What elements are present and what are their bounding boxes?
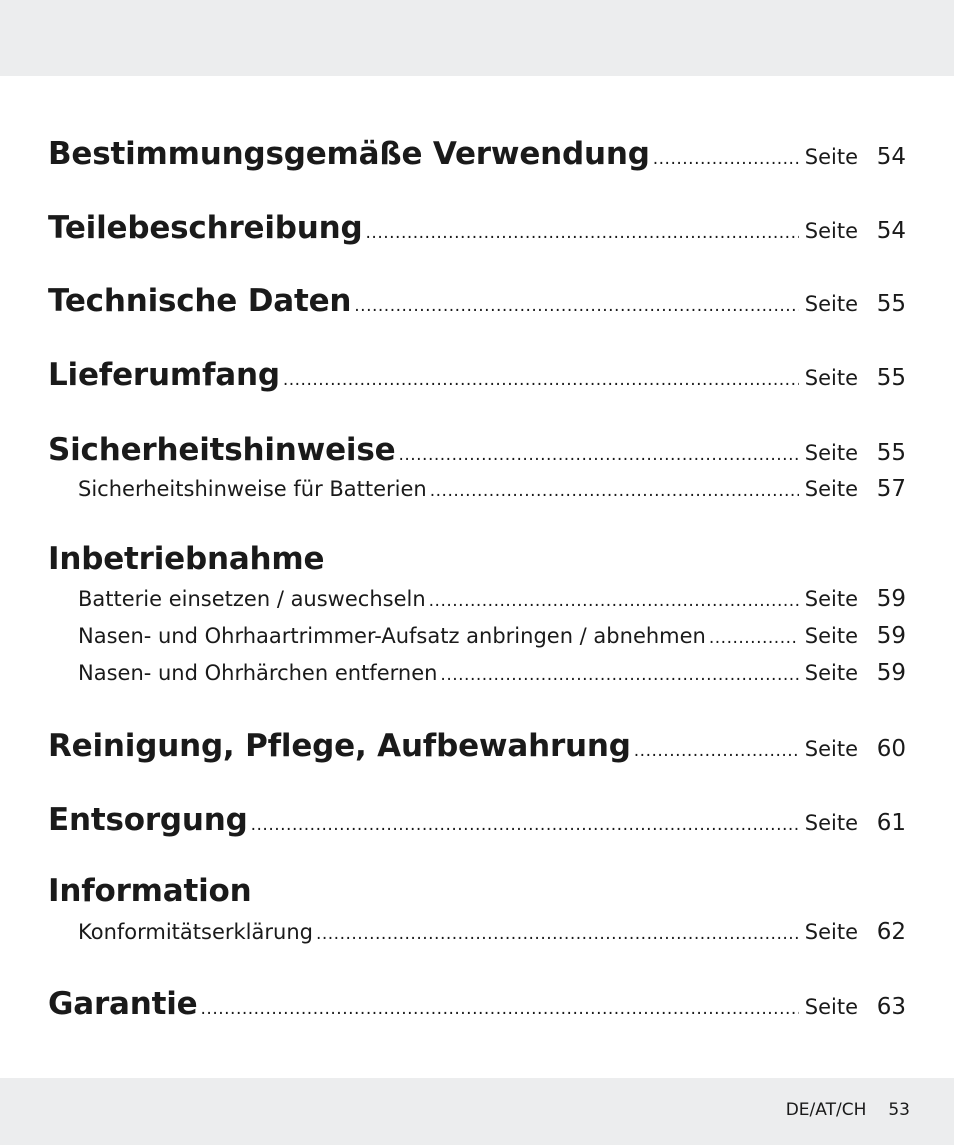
page-word: Seite (804, 292, 858, 316)
toc-heading-information[interactable] (48, 873, 906, 909)
toc-entry-title: Batterie einsetzen / auswechseln (78, 587, 426, 611)
toc-subentry-aufsatz-anbringen[interactable] (78, 623, 906, 649)
page-word: Seite (804, 661, 858, 685)
page-word: Seite (804, 366, 858, 390)
dot-leader (398, 445, 798, 465)
page-word: Seite (804, 624, 858, 648)
dot-leader (440, 665, 798, 685)
page-number: 63 (876, 994, 906, 1020)
page-word: Seite (804, 219, 858, 243)
page-number: 57 (876, 476, 906, 502)
page-number: 55 (876, 291, 906, 317)
toc-entry-sicherheitshinweise[interactable] (48, 432, 906, 468)
toc-subentry-haerchen-entfernen[interactable] (78, 660, 906, 686)
page-number: 62 (876, 919, 906, 945)
toc-entry-title: Reinigung, Pflege, Aufbewahrung (48, 728, 631, 764)
toc-entry-title: Nasen- und Ohrhaartrimmer-Aufsatz anbringen / abnehmen (78, 624, 706, 648)
toc-entry-title: Inbetriebnahme (48, 541, 325, 577)
toc-entry-title: Sicherheitshinweise für Batterien (78, 477, 427, 501)
page-number: 59 (876, 623, 906, 649)
top-band (0, 0, 954, 76)
toc-entry-title: Teilebeschreibung (48, 210, 363, 246)
page-word: Seite (804, 145, 858, 169)
toc-entry-reinigung[interactable] (48, 728, 906, 764)
page-number: 59 (876, 586, 906, 612)
page-word: Seite (804, 811, 858, 835)
page-word: Seite (804, 587, 858, 611)
page-word: Seite (804, 441, 858, 465)
toc-entry-title: Bestimmungsgemäße Verwendung (48, 136, 650, 172)
toc-subentry-sicherheitshinweise-batterien[interactable] (78, 476, 906, 502)
toc-subentry-konformitaetserklaerung[interactable] (78, 919, 906, 945)
toc-entry-title: Konformitätserklärung (78, 920, 313, 944)
toc-entry-teilebeschreibung[interactable] (48, 210, 906, 246)
toc-entry-title: Entsorgung (48, 802, 248, 838)
page-word: Seite (804, 737, 858, 761)
dot-leader (653, 149, 799, 169)
page-number: 61 (876, 810, 906, 836)
toc-entry-title: Information (48, 873, 252, 909)
page-word: Seite (804, 995, 858, 1019)
dot-leader (634, 741, 799, 761)
toc-entry-title: Garantie (48, 986, 198, 1022)
toc-entry-entsorgung[interactable] (48, 802, 906, 838)
toc-subentry-batterie-einsetzen[interactable] (78, 586, 906, 612)
toc-entry-technische-daten[interactable] (48, 283, 906, 319)
dot-leader (366, 223, 799, 243)
page-word: Seite (804, 477, 858, 501)
dot-leader (709, 628, 799, 648)
dot-leader (251, 815, 799, 835)
page-footer (786, 1100, 910, 1120)
page-word: Seite (804, 920, 858, 944)
toc-entry-bestimmungsgemaesse-verwendung[interactable] (48, 136, 906, 172)
footer-region: DE/AT/CH (785, 1100, 867, 1120)
page-number: 55 (876, 440, 906, 466)
toc-entry-title: Lieferumfang (48, 357, 280, 393)
page-number: 55 (876, 365, 906, 391)
page-number: 54 (876, 144, 906, 170)
toc-entry-title: Technische Daten (48, 283, 352, 319)
dot-leader (430, 481, 799, 501)
dot-leader (354, 296, 798, 316)
dot-leader (316, 924, 799, 944)
dot-leader (283, 370, 799, 390)
dot-leader (429, 591, 799, 611)
page-number: 54 (876, 218, 906, 244)
toc-entry-title: Nasen- und Ohrhärchen entfernen (78, 661, 438, 685)
dot-leader (201, 999, 799, 1019)
toc-entry-lieferumfang[interactable] (48, 357, 906, 393)
toc-entry-garantie[interactable] (48, 986, 906, 1022)
page-number: 59 (876, 660, 906, 686)
page-number: 60 (876, 736, 906, 762)
toc-entry-title: Sicherheitshinweise (48, 432, 396, 468)
footer-page-number: 53 (888, 1100, 910, 1120)
toc-heading-inbetriebnahme[interactable] (48, 541, 906, 577)
